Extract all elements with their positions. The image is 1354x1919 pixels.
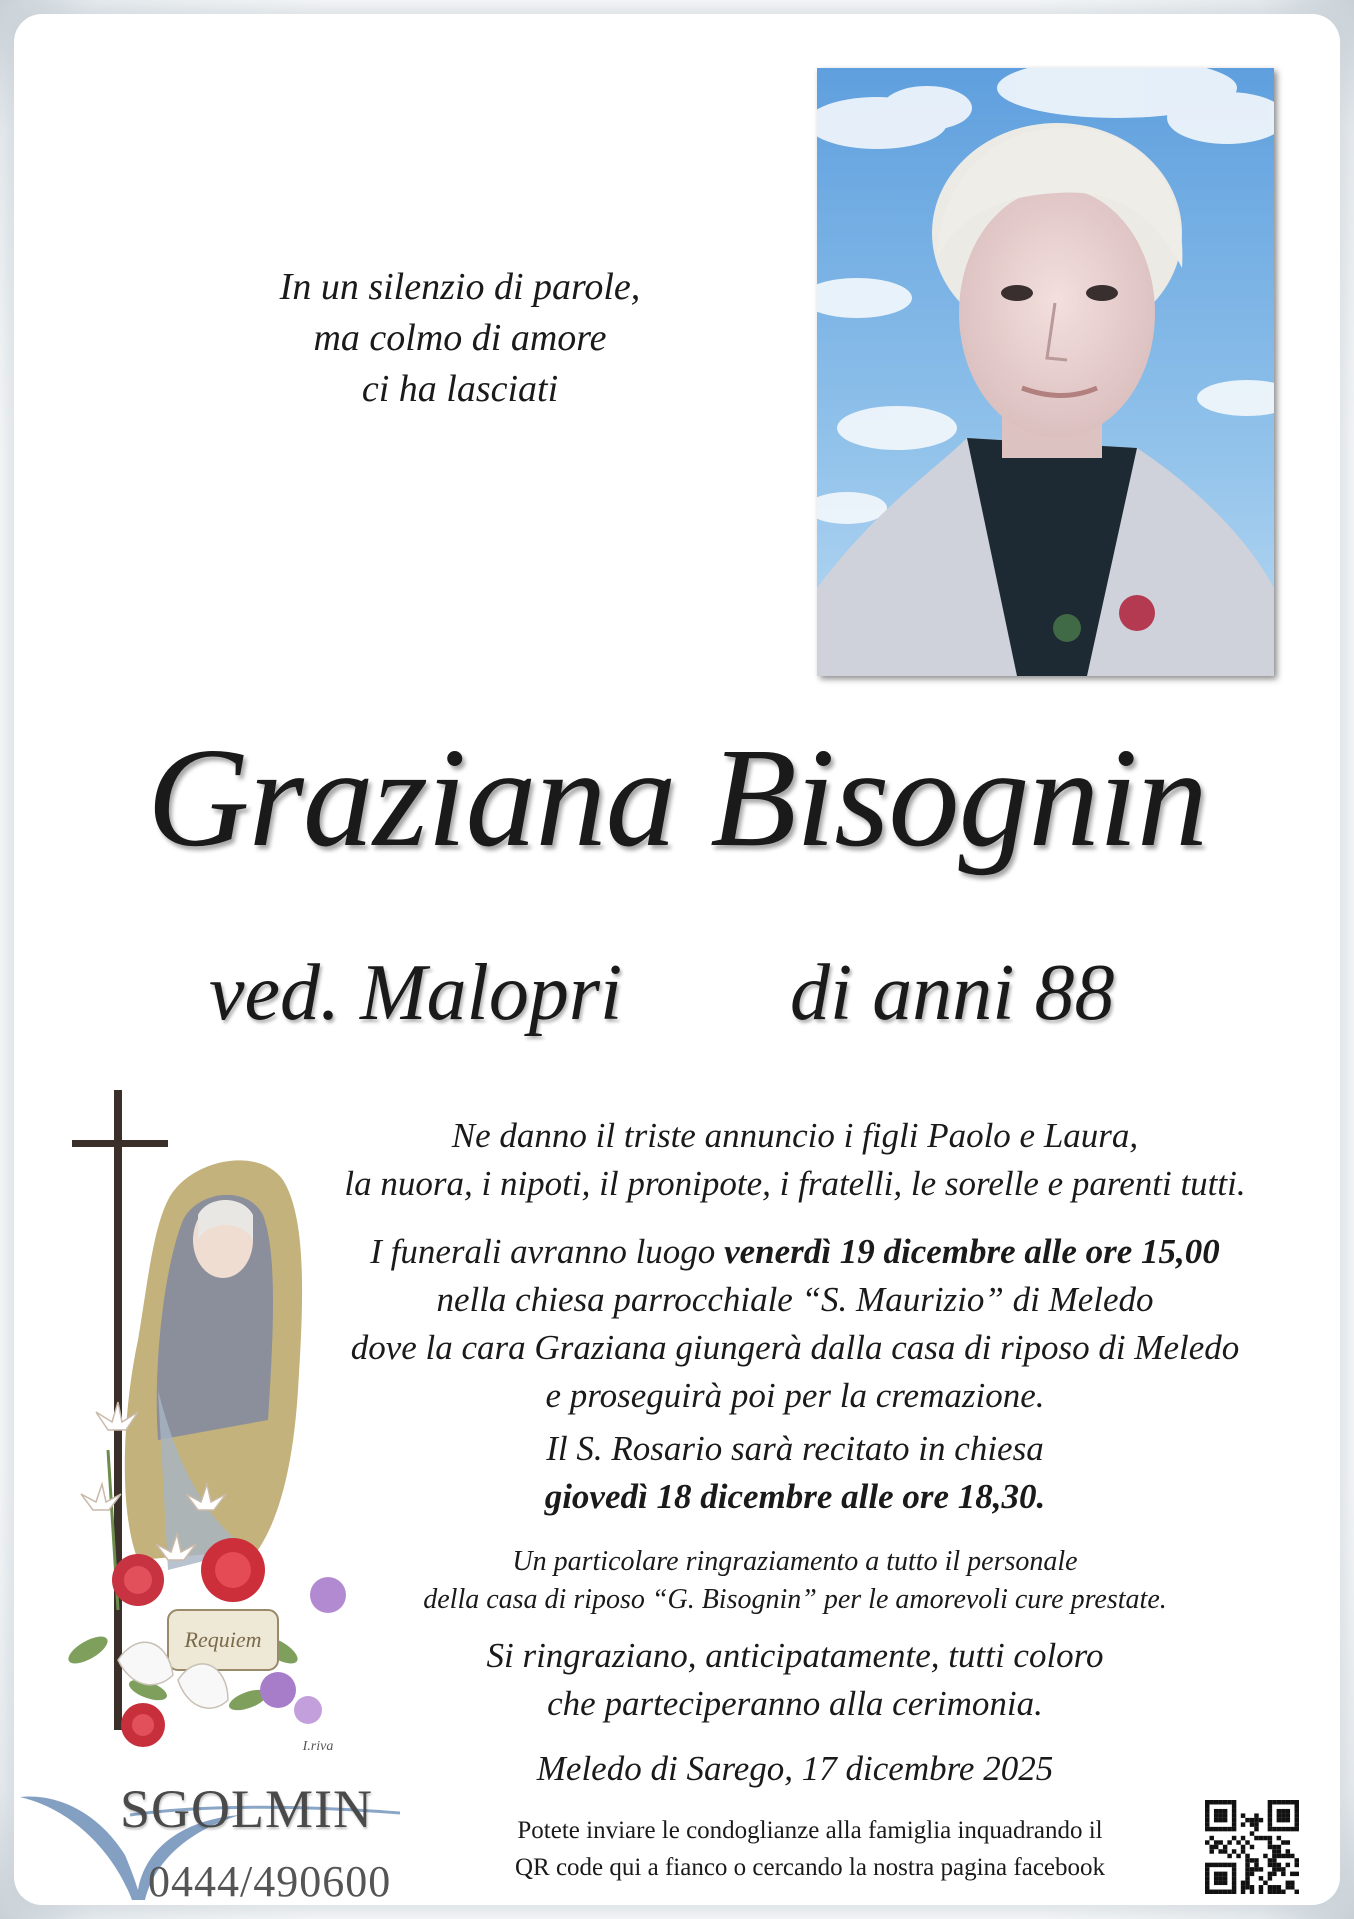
- condolences-line: QR code qui a fianco o cercando la nostra pagina facebook: [514, 1854, 1106, 1881]
- condolences-line: Potete inviare le condoglianze alla famiglia inquadrando il: [517, 1817, 1103, 1844]
- thanks-staff-line: della casa di riposo “G. Bisognin” per le amorevoli cure prestate.: [423, 1584, 1167, 1615]
- artist-signature: I.riva: [302, 1739, 334, 1754]
- funeral-line: [270, 1228, 1320, 1276]
- funeral-date: venerdì 19 dicembre alle ore 15,00: [724, 1232, 1220, 1271]
- portrait-photo: [817, 68, 1274, 676]
- quote-line: In un silenzio di parole,: [279, 266, 641, 308]
- logo-phone: 0444/490600: [148, 1857, 392, 1906]
- age: di anni 88: [790, 949, 1115, 1037]
- funeral-line: e proseguirà poi per la cremazione.: [545, 1376, 1045, 1415]
- funeral-intro: I funerali avranno luogo: [370, 1232, 725, 1271]
- funeral-line: dove la cara Graziana giungerà dalla casa di riposo di Meledo: [350, 1328, 1240, 1367]
- funeral-details: [270, 1228, 1320, 1420]
- thanks-all: [270, 1632, 1320, 1728]
- announcement-line: Ne danno il triste annuncio i figli Paolo e Laura,: [451, 1116, 1139, 1155]
- quote-line: ci ha lasciati: [361, 368, 559, 410]
- rosary-line: Il S. Rosario sarà recitato in chiesa: [546, 1429, 1044, 1468]
- place-date: Meledo di Sarego, 17 dicembre 2025: [536, 1749, 1054, 1788]
- logo-name: SGOLMIN: [120, 1779, 374, 1839]
- thanks-staff-line: Un particolare ringraziamento a tutto il personale: [512, 1546, 1078, 1577]
- qr-code[interactable]: [1205, 1800, 1299, 1894]
- thanks-staff: [270, 1543, 1320, 1619]
- rosary-details: [270, 1425, 1320, 1521]
- thanks-all-line: che parteciperanno alla cerimonia.: [547, 1684, 1043, 1723]
- scroll-label: Requiem: [184, 1627, 262, 1652]
- condolences-note: [440, 1812, 1180, 1886]
- announcement-line: la nuora, i nipoti, il pronipote, i fratelli, le sorelle e parenti tutti.: [344, 1164, 1246, 1203]
- rosary-date: giovedì 18 dicembre alle ore 18,30.: [544, 1477, 1046, 1516]
- quote-line: ma colmo di amore: [313, 317, 607, 359]
- deceased-name: Graziana Bisognin: [147, 718, 1207, 876]
- announcement: [270, 1112, 1320, 1208]
- thanks-all-line: Si ringraziano, anticipatamente, tutti coloro: [486, 1636, 1104, 1675]
- quote: [200, 262, 720, 415]
- widow-of: ved. Malopri: [209, 949, 623, 1037]
- funeral-line: nella chiesa parrocchiale “S. Maurizio” di Meledo: [436, 1280, 1154, 1319]
